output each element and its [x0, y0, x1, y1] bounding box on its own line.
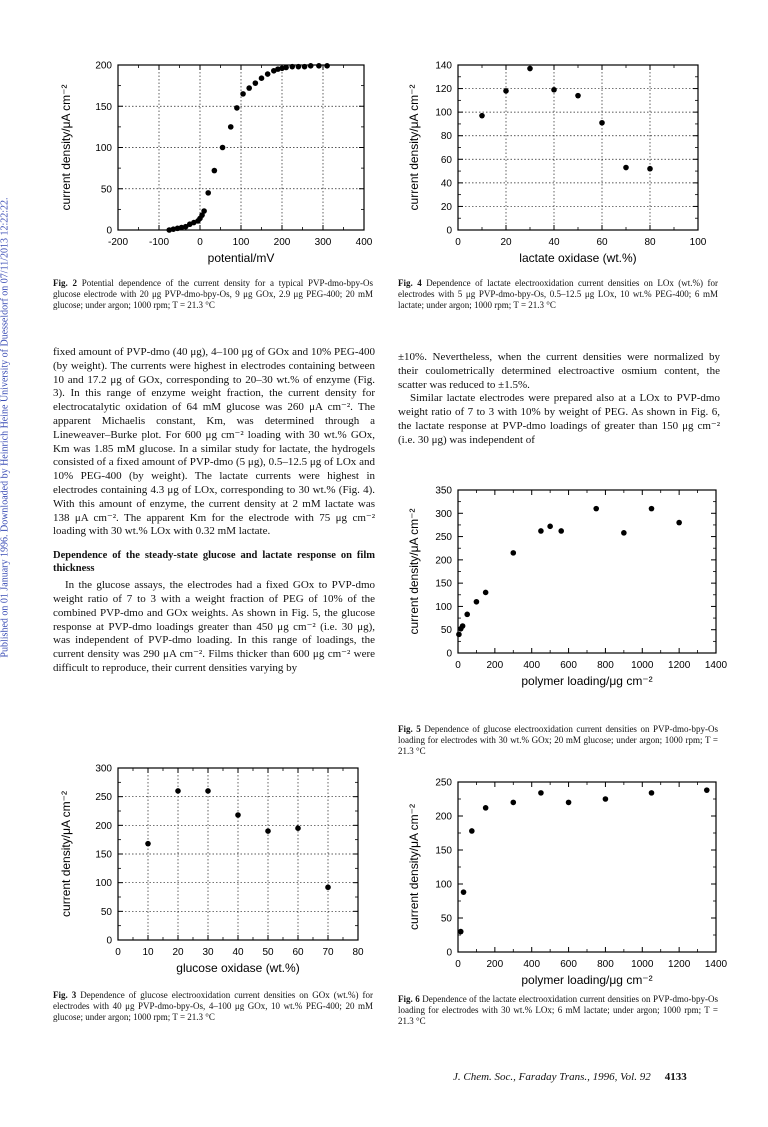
x-tick-label: 0 — [197, 237, 203, 248]
data-point — [234, 105, 240, 111]
paragraph: In the glucose assays, the electrodes had a fixed GOx to PVP-dmo weight ratio of 7 to 3 with a weight fraction of PEG of 10% of the combined PVP-dmo and GOx weights. As shown in Fig. 5, the glucose response at PVP-dmo loadings greater than 450 μg cm⁻² (i.e. 30 μg), was independent of PVP-dmo loading. In this range of loadings, the current density was 290 μA cm⁻². Films thicker than 600 μg cm⁻² were difficult to reproduce, their current densities varying by — [53, 579, 375, 674]
x-tick-label: 1000 — [631, 959, 654, 970]
data-point — [265, 828, 271, 834]
paragraph: ±10%. Nevertheless, when the current densities were normalized by their coulometrically determined electroactive osmium content, the scatter was reduced to ±1.5%. — [398, 351, 720, 391]
y-tick-label: 50 — [440, 625, 452, 637]
x-axis-label: polymer loading/μg cm⁻² — [521, 674, 653, 688]
data-point — [228, 124, 234, 130]
x-tick-label: 40 — [548, 237, 560, 248]
figure-6-caption — [398, 994, 718, 1027]
x-tick-label: 50 — [262, 947, 274, 958]
x-tick-label: 100 — [689, 237, 707, 248]
data-point — [265, 71, 271, 77]
caption-label: Fig. 2 — [53, 278, 78, 288]
y-tick-label: 150 — [95, 101, 112, 113]
page-footer — [453, 1071, 687, 1083]
x-tick-label: -200 — [107, 237, 129, 248]
figure-3-caption — [53, 990, 373, 1023]
x-tick-label: 300 — [314, 237, 332, 248]
data-point — [566, 800, 572, 806]
x-tick-label: 1000 — [631, 660, 654, 671]
x-tick-label: 60 — [292, 947, 304, 958]
x-axis-label: glucose oxidase (wt.%) — [176, 961, 300, 975]
caption-text: Dependence of the lactate electrooxidation current densities on PVP-dmo-bpy-Os loading for electrodes with 30 wt.% LOx; 6 mM lactate; under argon; 1000 rpm; T = 21.3 °C — [398, 994, 718, 1026]
data-point — [603, 796, 609, 802]
data-point — [253, 80, 259, 86]
y-tick-label: 100 — [435, 879, 452, 891]
y-tick-label: 50 — [440, 913, 452, 925]
data-point — [456, 632, 462, 638]
y-tick-label: 100 — [435, 601, 452, 613]
data-point — [474, 599, 480, 605]
y-axis-label: current density/μA cm⁻² — [407, 804, 421, 930]
plot-frame — [458, 65, 698, 230]
paragraph: Similar lactate electrodes were prepared also at a LOx to PVP-dmo weight ratio of 7 to 3 with 10% by weight of PEG. As shown in Fig. 6, the lactate response at PVP-dmo loadings of greater than 150 μg cm⁻² (i.e. 30 μg) was independent of — [398, 392, 720, 446]
data-point — [649, 790, 655, 796]
y-tick-label: 120 — [435, 84, 452, 96]
y-axis-label: current density/μA cm⁻² — [407, 84, 421, 211]
x-tick-label: 1400 — [704, 959, 728, 970]
y-tick-label: 0 — [446, 947, 452, 959]
x-tick-label: 60 — [596, 237, 608, 248]
figure-3-chart — [50, 760, 380, 985]
figure-4-caption — [398, 278, 718, 311]
y-tick-label: 200 — [95, 60, 112, 72]
data-point — [538, 528, 544, 534]
figure-2-chart — [50, 55, 380, 275]
data-point — [212, 168, 218, 174]
data-point — [295, 825, 301, 831]
x-tick-label: 10 — [142, 947, 154, 958]
data-point — [527, 66, 533, 72]
x-tick-label: 1400 — [704, 660, 728, 671]
x-tick-label: 200 — [486, 660, 504, 671]
x-tick-label: 400 — [355, 237, 373, 248]
data-point — [324, 63, 330, 69]
x-axis-label: polymer loading/μg cm⁻² — [521, 973, 653, 987]
y-tick-label: 50 — [100, 906, 112, 918]
sidebar-text: Published on 01 January 1996. Downloaded by Heinrich Heine University of Duesseldorf on 07/11/2013 12:22:22. — [0, 197, 11, 658]
caption-text: Dependence of glucose electrooxidation current densities on GOx (wt.%) for electrodes with 40 μg PVP-dmo-bpy-Os, 4–100 μg GOx, 10 wt.% PEG-400; 20 mM glucose; under argon; 1000 rpm; T = 21.3 °C — [53, 990, 374, 1022]
data-point — [621, 530, 627, 536]
data-point — [647, 166, 653, 172]
caption-label: Fig. 4 — [398, 278, 422, 288]
left-column-text — [53, 346, 375, 676]
data-point — [145, 841, 151, 847]
x-tick-label: 400 — [523, 959, 541, 970]
x-tick-label: 20 — [172, 947, 184, 958]
y-axis-label: current density/μA cm⁻² — [59, 791, 73, 917]
data-point — [205, 788, 211, 794]
caption-label: Fig. 6 — [398, 994, 420, 1004]
data-point — [325, 884, 331, 890]
data-point — [220, 145, 226, 151]
plot-frame — [458, 782, 716, 952]
x-tick-label: 0 — [455, 237, 461, 248]
paragraph: fixed amount of PVP-dmo (40 μg), 4–100 μg of GOx and 10% PEG-400 (by weight). The currents were highest in electrodes containing between 10 and 17.2 μg of GOx, corresponding to 20–30 wt.% of enzyme (Fig. 3). In this range of enzyme weight fraction, the current density for electrocatalytic oxidation of 64 mM glucose was 260 μA cm⁻². The apparent Michaelis constant, Km, was determined through a Lineweaver–Burke plot. For 600 μg cm⁻² loading with 30 wt.% GOx, Km was 1.85 mM glucose. In a similar study for lactate, the hydrogels consisted of a fixed amount of PVP-dmo (5 μg), 0.5–12.5 μg of LOx and 10% PEG-400 (by weight). The lactate currents were highest in electrodes containing 4.3 μg of LOx, corresponding to 30 wt.% (Fig. 4). With this amount of enzyme, the current density at 2 mM lactate was 138 μA cm⁻². The apparent Km for the electrode with 75 μg cm⁻² loading with 30 wt.% LOx with 0.32 mM lactate. — [53, 346, 375, 538]
data-point — [460, 623, 466, 629]
caption-text: Dependence of glucose electrooxidation current densities on PVP-dmo-bpy-Os loading for electrodes with 30 wt.% GOx; 20 mM glucose; under argon; 1000 rpm; T = 21.3 °C — [398, 724, 719, 756]
data-point — [510, 550, 516, 556]
figure-4-chart — [400, 55, 730, 275]
y-tick-label: 40 — [440, 178, 452, 190]
x-tick-label: 70 — [322, 947, 334, 958]
data-point — [623, 165, 629, 171]
download-sidebar-note — [0, 150, 13, 710]
y-tick-label: 250 — [435, 777, 452, 789]
x-tick-label: 1200 — [668, 959, 691, 970]
x-tick-label: 600 — [560, 660, 577, 671]
x-tick-label: 600 — [560, 959, 577, 970]
y-tick-label: 150 — [435, 578, 452, 590]
x-tick-label: 1200 — [668, 660, 691, 671]
data-point — [469, 828, 475, 834]
data-point — [302, 64, 308, 70]
data-point — [483, 590, 489, 596]
y-tick-label: 100 — [435, 107, 452, 119]
data-point — [205, 190, 211, 196]
y-tick-label: 300 — [435, 508, 452, 520]
data-point — [296, 64, 302, 70]
y-tick-label: 200 — [435, 811, 452, 823]
y-tick-label: 250 — [435, 532, 452, 544]
data-point — [308, 63, 314, 69]
figure-5-caption — [398, 724, 718, 757]
data-point — [503, 88, 509, 94]
data-point — [676, 520, 682, 526]
right-column-text — [398, 351, 720, 448]
data-point — [259, 75, 265, 81]
y-tick-label: 250 — [95, 792, 112, 804]
section-heading: Dependence of the steady-state glucose and lactate response on film thickness — [53, 550, 375, 575]
y-axis-label: current density/μA cm⁻² — [59, 84, 73, 211]
data-point — [235, 812, 241, 818]
data-point — [599, 120, 605, 126]
y-tick-label: 200 — [95, 820, 112, 832]
data-point — [283, 65, 289, 71]
caption-text: Potential dependence of the current density for a typical PVP-dmo-bpy-Os glucose electrode with 20 μg PVP-dmo-bpy-Os, 9 μg GOx, 2.9 μg PEG-400; 20 mM glucose; under argon; 1000 rpm; T = 21.3 °C — [53, 278, 374, 310]
page-number: 4133 — [664, 1071, 687, 1083]
x-axis-label: lactate oxidase (wt.%) — [519, 251, 637, 265]
y-tick-label: 60 — [440, 154, 452, 166]
y-tick-label: 0 — [446, 648, 452, 660]
caption-text: Dependence of lactate electrooxidation current densities on LOx (wt.%) for electrodes with 5 μg PVP-dmo-bpy-Os, 0.5–12.5 μg LOx, 10 wt.% PEG-400; 6 mM lactate; under argon; 1000 rpm; T = 21.3 °C — [398, 278, 719, 310]
y-tick-label: 0 — [106, 935, 112, 947]
y-tick-label: 140 — [435, 60, 452, 72]
data-point — [704, 787, 710, 793]
data-point — [240, 91, 246, 97]
y-tick-label: 150 — [435, 845, 452, 857]
y-tick-label: 200 — [435, 555, 452, 567]
data-point — [558, 528, 564, 534]
x-tick-label: -100 — [148, 237, 170, 248]
y-tick-label: 150 — [95, 849, 112, 861]
y-tick-label: 0 — [446, 225, 452, 237]
x-tick-label: 800 — [597, 660, 614, 671]
data-point — [461, 889, 467, 895]
x-tick-label: 80 — [352, 947, 364, 958]
y-tick-label: 300 — [95, 763, 112, 775]
caption-label: Fig. 5 — [398, 724, 421, 734]
data-point — [175, 788, 181, 794]
x-tick-label: 200 — [273, 237, 291, 248]
y-tick-label: 100 — [95, 878, 112, 890]
plot-frame — [458, 490, 716, 653]
y-tick-label: 0 — [106, 225, 112, 237]
x-tick-label: 0 — [455, 660, 461, 671]
data-point — [483, 805, 489, 811]
data-point — [464, 612, 470, 618]
figure-2-caption — [53, 278, 373, 311]
caption-label: Fig. 3 — [53, 990, 77, 1000]
x-tick-label: 400 — [523, 660, 541, 671]
data-point — [479, 113, 485, 119]
data-point — [201, 208, 207, 214]
data-point — [538, 790, 544, 796]
data-point — [510, 800, 516, 806]
x-tick-label: 100 — [232, 237, 250, 248]
x-axis-label: potential/mV — [207, 251, 275, 265]
data-point — [575, 93, 581, 99]
x-tick-label: 0 — [455, 959, 461, 970]
x-tick-label: 30 — [202, 947, 214, 958]
y-tick-label: 350 — [435, 485, 452, 497]
figure-6-chart — [400, 772, 735, 987]
y-tick-label: 50 — [100, 184, 112, 196]
x-tick-label: 800 — [597, 959, 614, 970]
data-point — [316, 63, 322, 69]
y-tick-label: 80 — [440, 131, 452, 143]
data-point — [547, 524, 553, 530]
journal-citation: J. Chem. Soc., Faraday Trans., 1996, Vol. 92 — [453, 1071, 651, 1083]
data-point — [458, 929, 464, 935]
y-axis-label: current density/μA cm⁻² — [407, 508, 421, 635]
x-tick-label: 20 — [500, 237, 512, 248]
data-point — [246, 85, 252, 91]
x-tick-label: 200 — [486, 959, 504, 970]
data-point — [593, 506, 599, 512]
data-point — [551, 87, 557, 93]
x-tick-label: 40 — [232, 947, 244, 958]
x-tick-label: 80 — [644, 237, 656, 248]
y-tick-label: 20 — [440, 201, 452, 213]
y-tick-label: 100 — [95, 143, 112, 154]
data-point — [289, 64, 295, 70]
data-point — [649, 506, 655, 512]
x-tick-label: 0 — [115, 947, 121, 958]
figure-5-chart — [400, 480, 735, 695]
